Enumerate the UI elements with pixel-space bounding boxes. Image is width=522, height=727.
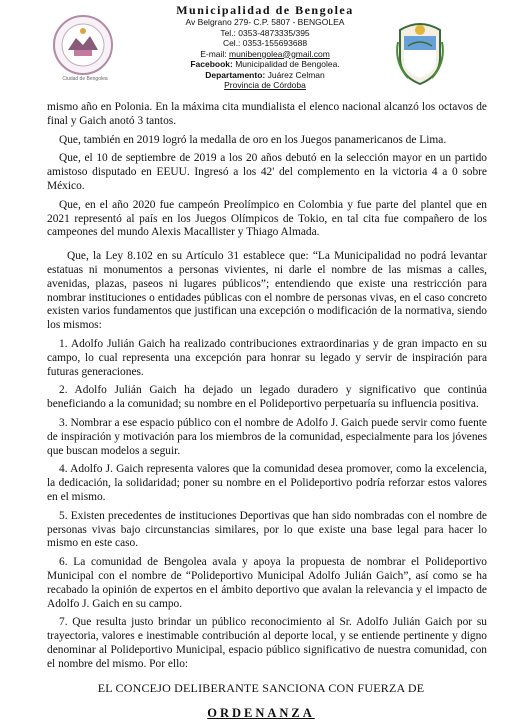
- sanction-heading: EL CONCEJO DELIBERANTE SANCIONA CON FUERZA DE: [97, 681, 425, 695]
- email-link[interactable]: munibengolea@gmail.com: [229, 48, 330, 59]
- department-value: Juárez Celman: [267, 69, 325, 80]
- document-body: [47, 101, 487, 676]
- municipal-logo-left: [52, 14, 114, 76]
- list-item: 3. Nombrar a ese espacio público con el nombre de Adolfo J. Gaich puede servir como fuente de inspiración y motivación para los miembros de la comunidad, especialmente para los jóvenes que buscan modelos a seguir.: [47, 416, 487, 457]
- address-line: Av Belgrano 279- C.P. 5807 - BENGOLEA: [185, 17, 345, 27]
- left-logo-caption: Ciudad de Bengolea: [62, 76, 108, 82]
- letterhead-text: [140, 4, 390, 91]
- tel-line: Tel.: 0353-4873335/395: [220, 27, 310, 38]
- email-label: E-mail:: [200, 48, 227, 59]
- cel-line: Cel.: 0353-155693688: [222, 38, 308, 48]
- list-item: 5. Existen precedentes de instituciones Deportivas que han sido nombradas con el nombre de personas vivas bajo circunstancias similares, por lo que existe una base legal para hacer lo mismo en este caso.: [47, 509, 487, 550]
- list-item: 4. Adolfo J. Gaich representa valores que la comunidad desea promover, como la excelencia, la dedicación, la solidaridad; poner su nombre en el Polideportivo podría reforzar estos valores en el mismo.: [47, 463, 487, 503]
- list-item: 2. Adolfo Julián Gaich ha dejado un legado duradero y significativo que continúa beneficiando a la comunidad; su nombre en el Polideportivo perpetuaría su influencia positiva.: [47, 384, 487, 411]
- paragraph-preolympic: Que, en el año 2020 fue campeón Preolímpico en Colombia y fue parte del plantel que en 2021 representó al país en los Juegos Olímpicos de Tokio, en tal cita fue compañero de los campeones del mundo Alexis Macallister y Thiago Almada.: [47, 198, 487, 239]
- facebook-label: Facebook:: [190, 59, 233, 69]
- letterhead: [0, 0, 522, 100]
- email-line: [140, 49, 390, 60]
- list-item: 7. Que resulta justo brindar un público reconocimiento al Sr. Adolfo Julián Gaich por su trayectoria, valores e inestimable contribución al deporte local, y se entiende pertinente y digno denominar al Polideportivo Municipal, espacio público significativo de nuestra comunidad, con el nombre del mismo. Por ello:: [47, 616, 487, 670]
- paragraph-panamerican: Que, también en 2019 logró la medalla de oro en los Juegos panamericanos de Lima.: [59, 133, 447, 146]
- paragraph-senior-debut: Que, el 10 de septiembre de 2019 a los 20 años debutó en la selección mayor en un partido amistoso disputado en EEUU. Ingresó a los 42' del complemento en la victoria 4 a 0 sobre México.: [47, 152, 487, 192]
- ordinance-heading: ORDENANZA: [207, 706, 315, 720]
- paragraph-world-cup: mismo año en Polonia. En la máxima cita mundialista el elenco nacional alcanzó los octavos de final y Gaich anotó 3 tantos.: [47, 101, 487, 127]
- department-line: [140, 70, 390, 81]
- municipality-title: Municipalidad de Bengolea: [176, 3, 354, 17]
- province-line: Provincia de Córdoba: [224, 80, 306, 90]
- facebook-line: [140, 59, 390, 70]
- facebook-value: Municipalidad de Bengolea.: [235, 59, 340, 69]
- department-label: Departamento:: [205, 69, 266, 80]
- coat-of-arms-icon: [396, 16, 444, 86]
- list-item: 1. Adolfo Julián Gaich ha realizado contribuciones extraordinarias y de gran impacto en su campo, lo cual representa una excepción para honrar su legado y servir de inspiración para futuras generaciones.: [47, 337, 487, 378]
- list-item: 6. La comunidad de Bengolea avala y apoya la propuesta de nombrar el Polideportivo Municipal con el nombre de “Polideportivo Municipal Adolfo Julián Gaich”, así como se ha recabado la opinión de expertos en el ámbito deportivo que avalan la relevancia y el impacto de Adolfo J. Gaich en su campo.: [47, 556, 487, 610]
- paragraph-law-8102: Que, la Ley 8.102 en su Artículo 31 establece que: “La Municipalidad no podrá levantar estatuas ni monumentos a personas vivientes, ni darle el nombre de las mismas a calles, avenidas, plazas, paseos ni lugares públicos”; entendiendo que existe una restricción para nombrar instituciones o entidades públicas con el nombre de personas vivas, en el caso concreto existen varios fundamentos que justifican una excepción o modificación de la normativa, siendo los mismos:: [47, 250, 487, 332]
